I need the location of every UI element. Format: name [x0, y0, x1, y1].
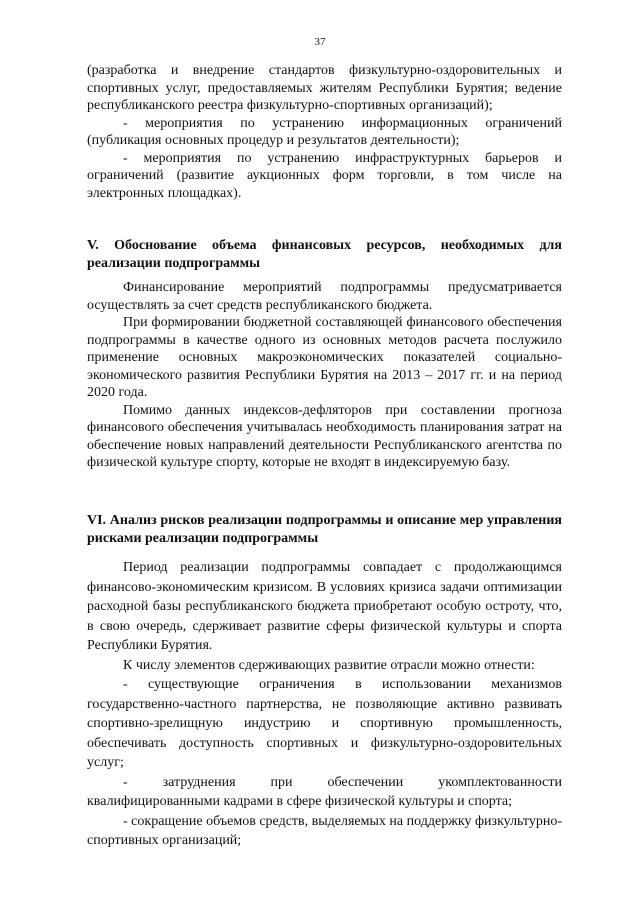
section-6-list-item: - существующие ограничения в использовании механизмов государственно-частного партнерства, не позволяющие активно развивать спортивно-зрелищную индустрию и спортивную промышленность, обеспечивать доступность спортивных и физкультурно-оздоровительных услуг;	[87, 677, 562, 770]
section-6-paragraph: Период реализации подпрограммы совпадает с продолжающимся финансово-экономическим кризисом. В условиях кризиса задачи оптимизации расходной базы республиканского бюджета приобретают особую остроту, что, в свою очередь, сдерживает развитие сферы физической культуры и спорта Республики Бурятия.	[87, 560, 562, 653]
section-5-paragraph: Финансирование мероприятий подпрограммы предусматривается осуществлять за счет средств республиканского бюджета.	[87, 280, 562, 313]
section-6-list-item: - сокращение объемов средств, выделяемых на поддержку физкультурно-спортивных организаций;	[87, 813, 562, 848]
section-5-paragraph: При формировании бюджетной составляющей финансового обеспечения подпрограммы в качестве одного из основных методов расчета послужило применение основных макроэкономических показателей социально-экономического развития Республики Бурятия на 2013 – 2017 гг. и на период 2020 года.	[87, 315, 562, 400]
section-6-body	[87, 558, 562, 851]
section-6-list-item: - затруднения при обеспечении укомплектованности квалифицированными кадрами в сфере физической культуры и спорта;	[87, 774, 562, 809]
page-number: 37	[314, 36, 326, 48]
intro-list-item: - мероприятия по устранению информационных ограничений (публикация основных процедур и результатов деятельности);	[87, 115, 562, 148]
section-6-heading: VI. Анализ рисков реализации подпрограммы и описание мер управления рисками реализации подпрограммы	[87, 513, 562, 546]
intro-paragraph: (разработка и внедрение стандартов физкультурно-оздоровительных и спортивных услуг, предоставляемых жителям Республики Бурятия; ведение республиканского реестра физкультурно-спортивных организаций);	[87, 63, 562, 113]
intro-block	[87, 62, 562, 202]
section-6-paragraph: К числу элементов сдерживающих развитие отрасли можно отнести:	[123, 657, 535, 673]
section-5-paragraph: Помимо данных индексов-дефляторов при составлении прогноза финансового обеспечения учитывалась необходимость планирования затрат на обеспечение новых направлений деятельности Республиканского агентства по физической культуре спорту, которые не входят в индексируемую базу.	[87, 402, 562, 470]
section-5	[87, 237, 562, 472]
intro-list-item: - мероприятия по устранению инфраструктурных барьеров и ограничений (развитие аукционных форм торговли, в том числе на электронных площадках).	[87, 150, 562, 201]
section-5-heading: V. Обоснование объема финансовых ресурсов, необходимых для реализации подпрограммы	[87, 238, 562, 271]
section-6	[87, 512, 562, 547]
